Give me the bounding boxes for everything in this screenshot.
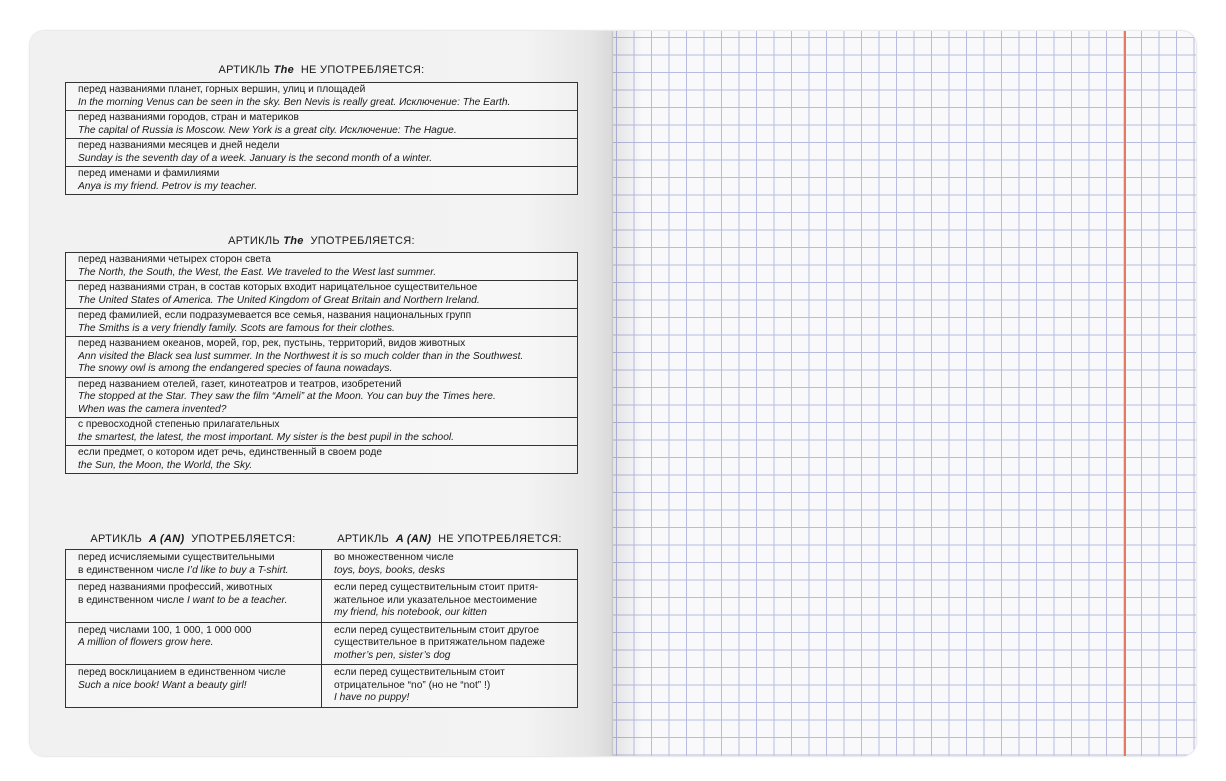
rule-text: если перед существительным стоит притя- <box>334 582 539 593</box>
rule-text: если предмет, о котором идет речь, единственный в своем роде <box>78 447 382 458</box>
rule-cell <box>66 281 578 309</box>
example-text: The United States of America. The United Kingdom of Great Britain and Northern Ireland. <box>78 294 480 306</box>
rule-text: перед восклицанием в единственном числе <box>78 667 286 678</box>
rule-text: если перед существительным стоит <box>334 667 505 678</box>
article-used-cell <box>66 580 322 623</box>
table-row <box>66 167 578 195</box>
example-text: In the morning Venus can be seen in the sky. Ben Nevis is really great. Исключение: The Earth. <box>78 96 511 108</box>
rule-text: перед названиями четырех сторон света <box>78 254 271 265</box>
article-not-used-cell <box>322 550 578 580</box>
example-text: The Smiths is a very friendly family. Scots are famous for their clothes. <box>78 322 395 334</box>
rule-cell <box>66 139 578 167</box>
example-text: I want to be a teacher. <box>186 594 288 606</box>
rule-text: перед названиями городов, стран и материков <box>78 112 299 123</box>
rule-cell <box>66 337 578 378</box>
rule-text: перед названиями месяцев и дней недели <box>78 140 280 151</box>
table-row <box>66 580 578 623</box>
table-row <box>66 139 578 167</box>
rule-text: в единственном числе <box>78 594 185 606</box>
rule-cell <box>66 167 578 195</box>
example-text: Sunday is the seventh day of a week. January is the second month of a winter. <box>78 152 433 164</box>
article-used-cell <box>66 665 322 708</box>
rule-line <box>78 565 311 578</box>
rule-text: перед названием океанов, морей, гор, рек, пустынь, территорий, видов животных <box>78 338 466 349</box>
rule-text: если перед существительным стоит другое <box>334 624 540 636</box>
table-row <box>66 622 578 665</box>
rule-text: перед названиями планет, горных вершин, улиц и площадей <box>78 84 366 95</box>
table-row <box>66 253 578 281</box>
table-row <box>66 446 578 474</box>
table-a-an <box>65 549 578 708</box>
rule-text: отрицательное “no” (но не “not” !) <box>334 679 491 691</box>
table-row <box>66 337 578 378</box>
rule-cell <box>66 309 578 337</box>
example-text: A million of flowers grow here. <box>78 637 214 648</box>
table-row <box>66 111 578 139</box>
example-text: I have no puppy! <box>334 692 410 703</box>
rule-text: перед числами 100, 1 000, 1 000 000 <box>78 624 252 636</box>
article-not-used-cell <box>322 665 578 708</box>
rule-text: с превосходной степенью прилагательных <box>78 419 280 430</box>
rule-cell <box>66 418 578 446</box>
section-title-the-used: АРТИКЛЬ The УПОТРЕБЛЯЕТСЯ: <box>228 235 415 247</box>
article-not-used-cell <box>322 622 578 665</box>
rule-text: перед фамилией, если подразумевается все семья, названия национальных групп <box>78 310 472 321</box>
table-the-not-used <box>65 82 578 195</box>
rule-text: перед исчисляемыми существительными <box>78 552 275 563</box>
left-page-reference <box>30 31 613 756</box>
rule-cell <box>66 111 578 139</box>
example-text: The stopped at the Star. They saw the film “Ameli” at the Moon. You can buy the Times here. <box>78 391 496 402</box>
example-text: mother’s pen, sister’s dog <box>334 649 451 661</box>
rule-cell <box>66 83 578 111</box>
rule-text: жательное или указательное местоимение <box>334 594 538 606</box>
rule-text: в единственном числе <box>78 564 185 576</box>
table-row <box>66 281 578 309</box>
rule-text: перед названиями стран, в состав которых входит нарицательное существительное <box>78 282 478 293</box>
example-text: Such a nice book! Want a beauty girl! <box>78 679 247 691</box>
table-row <box>66 665 578 708</box>
table-row <box>66 309 578 337</box>
rule-cell <box>66 446 578 474</box>
table-the-used <box>65 252 578 474</box>
rule-text: во множественном числе <box>334 552 454 563</box>
example-text: Anya is my friend. Petrov is my teacher. <box>78 180 258 192</box>
table-row <box>66 83 578 111</box>
rule-cell <box>66 377 578 418</box>
open-notebook <box>30 31 1196 756</box>
rule-text: перед названием отелей, газет, кинотеатров и театров, изобретений <box>78 378 402 390</box>
table-row <box>66 377 578 418</box>
rule-cell <box>66 253 578 281</box>
section-title-the-not-used: АРТИКЛЬ The НЕ УПОТРЕБЛЯЕТСЯ: <box>218 64 425 76</box>
section-title-a-used: АРТИКЛЬ A (AN) УПОТРЕБЛЯЕТСЯ: <box>90 533 296 545</box>
right-page-grid-paper <box>613 31 1196 756</box>
rule-text: перед именами и фамилиями <box>78 168 220 179</box>
example-text: The North, the South, the West, the East. We traveled to the West last summer. <box>78 266 437 278</box>
article-used-cell <box>66 550 322 580</box>
example-text: toys, boys, books, desks <box>334 564 445 576</box>
example-text: the Sun, the Moon, the World, the Sky. <box>78 459 253 471</box>
rule-text: перед названиями профессий, животных <box>78 582 273 593</box>
example-text: my friend, his notebook, our kitten <box>334 607 487 618</box>
rule-line <box>78 595 311 608</box>
example-text: The capital of Russia is Moscow. New York is a great city. Исключение: The Hague. <box>78 124 457 136</box>
article-not-used-cell <box>322 580 578 623</box>
example-text: When was the camera invented? <box>78 403 227 415</box>
section-title-a-not-used: АРТИКЛЬ A (AN) НЕ УПОТРЕБЛЯЕТСЯ: <box>337 533 562 545</box>
example-text: Ann visited the Black sea lust summer. In the Northwest it is so much colder than in the Southwest. <box>78 350 524 362</box>
red-margin-line <box>1124 31 1126 756</box>
example-text: The snowy owl is among the endangered species of fauna nowadays. <box>78 363 393 374</box>
rule-text: существительное в притяжательном падеже <box>334 637 545 648</box>
example-text: I’d like to buy a T-shirt. <box>186 564 289 576</box>
table-row <box>66 418 578 446</box>
example-text: the smartest, the latest, the most important. My sister is the best pupil in the school. <box>78 431 454 443</box>
article-used-cell <box>66 622 322 665</box>
table-row <box>66 550 578 580</box>
